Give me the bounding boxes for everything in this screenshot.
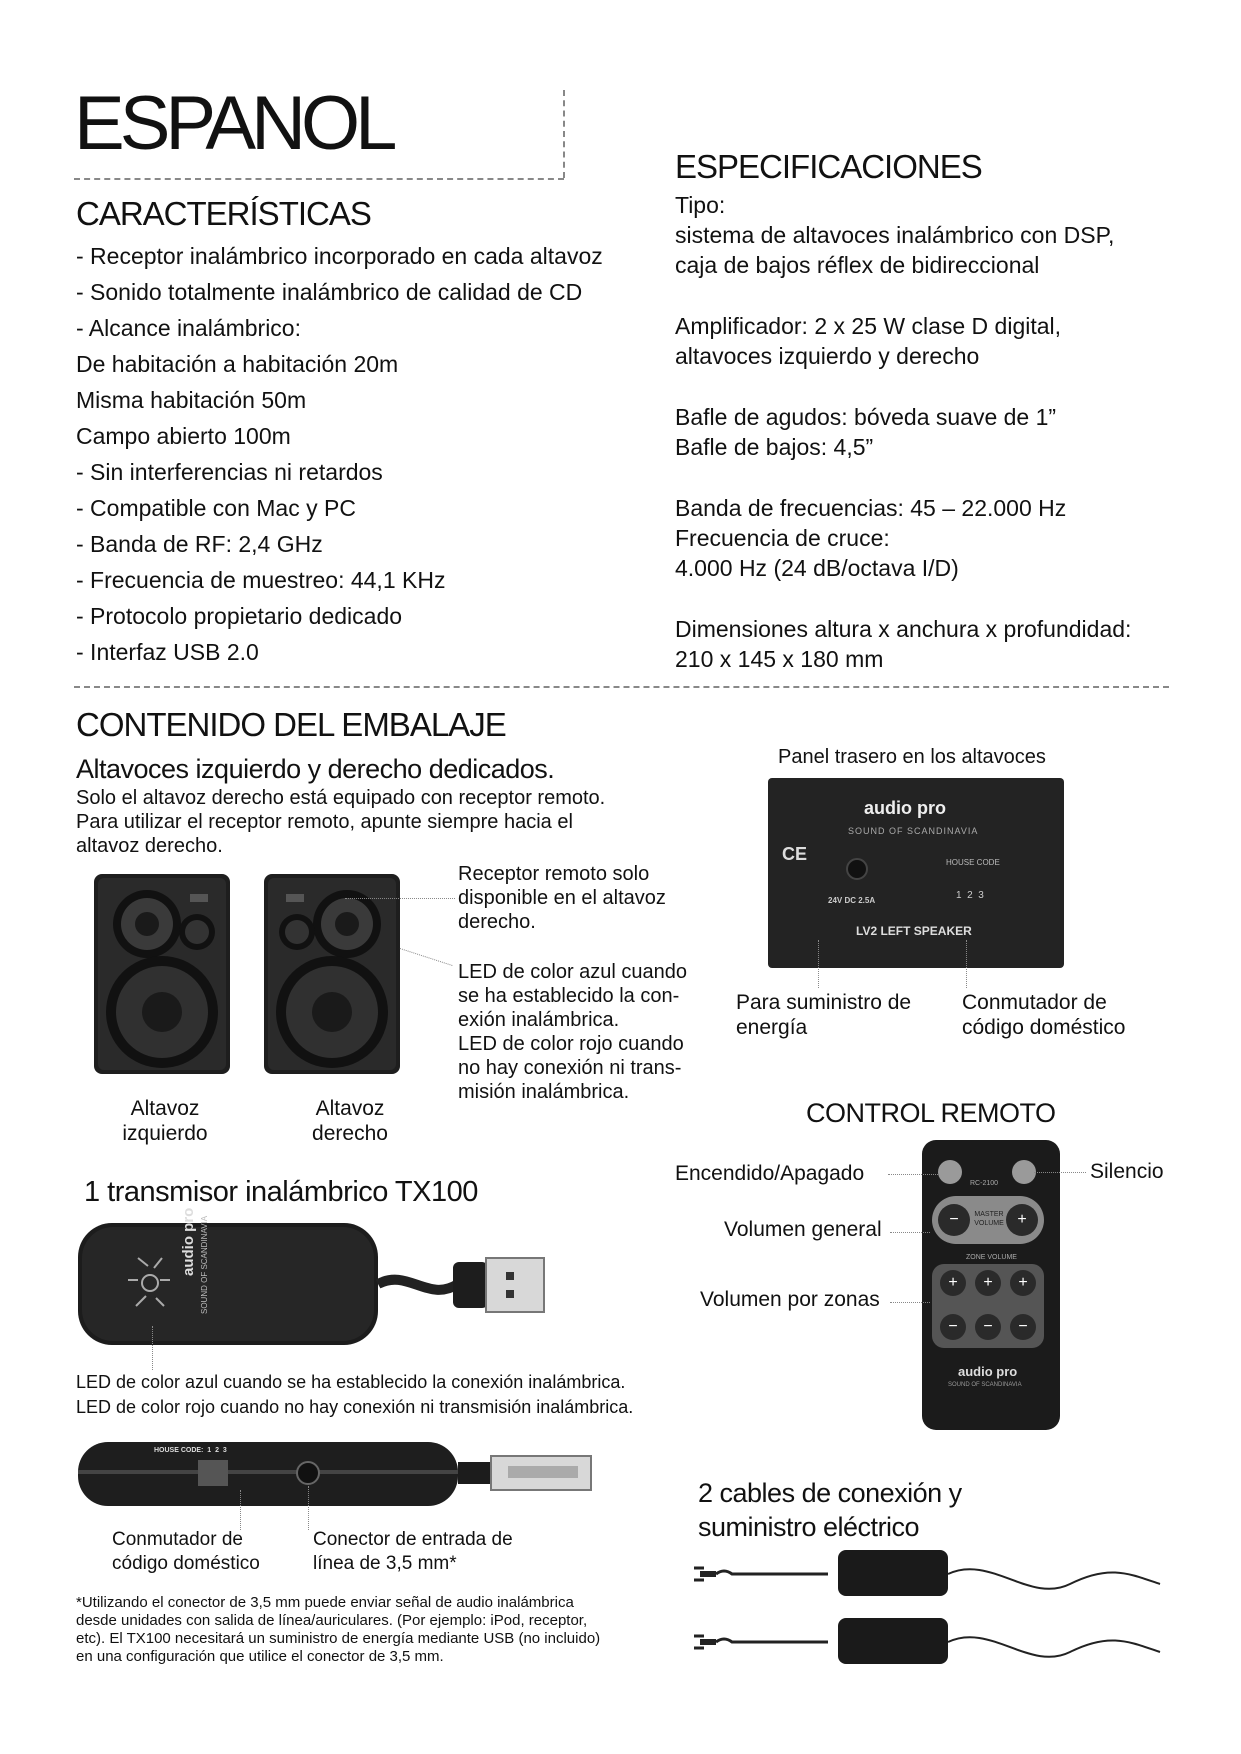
rear-power-spec: 24V DC 2.5A — [828, 896, 876, 905]
note-line: LED de color azul cuando — [458, 961, 688, 983]
master-label-leader — [890, 1232, 930, 1233]
code-switch-leader — [966, 940, 967, 988]
features-list — [76, 238, 603, 670]
spec-line: Tipo: — [675, 192, 726, 218]
zone-plus-icon: + — [975, 1270, 1001, 1296]
note-line: disponible en el altavoz — [458, 887, 666, 909]
left-speaker-label — [120, 1096, 210, 1146]
rear-panel-image — [768, 778, 1064, 968]
note-line: exión inalámbrica. — [458, 1009, 620, 1031]
label-line: derecho — [312, 1122, 388, 1145]
remote-master-text: MASTER VOLUME — [974, 1211, 1004, 1227]
zone-label-leader — [890, 1302, 930, 1303]
note-line: misión inalámbrica. — [458, 1081, 630, 1103]
spec-line: Bafle de bajos: 4,5” — [675, 434, 874, 460]
spec-line: sistema de altavoces inalámbrico con DSP, — [675, 222, 1115, 248]
remote-master-label: Volumen general — [724, 1218, 882, 1241]
rear-panel-title: Panel trasero en los altavoces — [778, 746, 1046, 768]
caption-line: energía — [736, 1016, 808, 1039]
desc-line: altavoz derecho. — [76, 835, 223, 857]
package-heading: CONTENIDO DEL EMBALAJE — [76, 706, 506, 743]
zone-plus-icon: + — [1010, 1270, 1036, 1296]
caption-line: Conmutador de — [962, 991, 1107, 1014]
label-line: código doméstico — [112, 1553, 260, 1574]
spec-line: Dimensiones altura x anchura x profundidad: — [675, 616, 1132, 642]
speakers-title: Altavoces izquierdo y derecho dedicados. — [76, 754, 555, 784]
power-socket-icon — [846, 858, 868, 880]
transmitter-led-note — [76, 1370, 633, 1420]
led-leader — [400, 948, 453, 966]
remote-brand: audio pro — [958, 1364, 1018, 1379]
feature-line: - Compatible con Mac y PC — [76, 495, 356, 521]
note-line: no hay conexión ni trans- — [458, 1057, 682, 1079]
label-line: línea de 3,5 mm* — [313, 1553, 457, 1574]
title-divider-vertical — [563, 90, 565, 178]
master-plus-icon: + — [1006, 1204, 1038, 1236]
remote-image — [922, 1140, 1060, 1430]
feature-line: Campo abierto 100m — [76, 423, 291, 449]
remote-receiver-note — [458, 862, 666, 934]
spec-line: 210 x 145 x 180 mm — [675, 646, 884, 672]
power-leader — [818, 940, 819, 988]
house-code-switch-label — [112, 1528, 260, 1576]
label-line: Conector de entrada de — [313, 1529, 513, 1550]
remote-power-label: Encendido/Apagado — [675, 1162, 865, 1185]
rear-panel-brand: audio pro — [864, 798, 946, 818]
rear-panel-tagline: SOUND OF SCANDINAVIA — [848, 826, 979, 836]
specs-heading: ESPECIFICACIONES — [675, 148, 982, 185]
desc-line: Solo el altavoz derecho está equipado con receptor remoto. — [76, 787, 606, 809]
label-line: Altavoz — [130, 1097, 200, 1120]
power-label-leader — [888, 1174, 938, 1175]
feature-line: - Protocolo propietario dedicado — [76, 603, 403, 629]
label-line: Altavoz — [315, 1097, 385, 1120]
transmitter-tagline: SOUND OF SCANDINAVIA — [200, 1215, 209, 1314]
rear-house-code-numbers: 1 2 3 — [956, 890, 984, 901]
transmitter-image — [78, 1215, 548, 1358]
spec-line: Bafle de agudos: bóveda suave de 1” — [675, 404, 1057, 430]
feature-line: - Banda de RF: 2,4 GHz — [76, 531, 323, 557]
features-heading: CARACTERÍSTICAS — [76, 195, 371, 232]
rear-house-code-label: HOUSE CODE — [946, 858, 1000, 867]
power-cable-image — [690, 1544, 1170, 1614]
zone-minus-icon: − — [1010, 1314, 1036, 1340]
right-speaker-label — [305, 1096, 395, 1146]
switch-leader — [240, 1490, 241, 1530]
zone-minus-icon: − — [975, 1314, 1001, 1340]
remote-master-rocker — [932, 1196, 1044, 1244]
footnote-line: *Utilizando el conector de 3,5 mm puede enviar señal de audio inalámbrica — [76, 1594, 574, 1611]
ce-mark: CE — [782, 844, 808, 864]
remote-tagline: SOUND OF SCANDINAVIA — [948, 1382, 1022, 1388]
feature-line: - Sonido totalmente inalámbrico de calidad de CD — [76, 279, 583, 305]
line-in-leader — [308, 1486, 309, 1530]
remote-receiver-leader — [345, 898, 455, 899]
line-in-label — [313, 1528, 513, 1576]
speakers-description — [76, 786, 605, 858]
feature-line: - Alcance inalámbrico: — [76, 315, 301, 341]
feature-line: Misma habitación 50m — [76, 387, 307, 413]
footnote — [76, 1594, 600, 1666]
label-line: Conmutador de — [112, 1529, 243, 1550]
zone-minus-icon: − — [940, 1314, 966, 1340]
master-minus-icon: − — [938, 1204, 970, 1236]
transmitter-brand: audio pro — [180, 1207, 197, 1276]
feature-line: - Frecuencia de muestreo: 44,1 KHz — [76, 567, 446, 593]
label-line: izquierdo — [122, 1122, 208, 1145]
feature-line: - Interfaz USB 2.0 — [76, 639, 259, 665]
remote-model: RC-2100 — [970, 1180, 999, 1187]
page-title: ESPANOL — [74, 81, 393, 166]
footnote-line: desde unidades con salida de línea/auriculares. (Por ejemplo: iPod, receptor, — [76, 1612, 588, 1629]
remote-zone-pad — [932, 1264, 1044, 1348]
feature-line: - Receptor inalámbrico incorporado en cada altavoz — [76, 243, 603, 269]
rear-power-caption — [736, 990, 911, 1040]
section-divider — [74, 686, 1169, 688]
remote-heading: CONTROL REMOTO — [806, 1098, 1056, 1128]
rear-switch-caption — [962, 990, 1125, 1040]
remote-mute-label: Silencio — [1090, 1160, 1164, 1183]
title-line: suministro eléctrico — [698, 1512, 920, 1542]
speaker-led-note — [458, 960, 687, 1104]
note-line: LED de color azul cuando se ha establecido la conexión inalámbrica. — [76, 1372, 626, 1392]
right-speaker-image — [262, 872, 402, 1077]
spec-line: Frecuencia de cruce: — [675, 525, 890, 551]
spec-line: Amplificador: 2 x 25 W clase D digital, — [675, 313, 1062, 339]
spec-line: caja de bajos réflex de bidireccional — [675, 252, 1040, 278]
remote-mute-button-icon — [1012, 1160, 1036, 1184]
desc-line: Para utilizar el receptor remoto, apunte siempre hacia el — [76, 811, 573, 833]
transmitter-led-leader — [152, 1326, 153, 1370]
feature-line: - Sin interferencias ni retardos — [76, 459, 383, 485]
note-line: LED de color rojo cuando no hay conexión ni transmisión inalámbrica. — [76, 1397, 634, 1417]
note-line: derecho. — [458, 911, 536, 933]
title-divider — [74, 178, 564, 180]
spec-line: Banda de frecuencias: 45 – 22.000 Hz — [675, 495, 1067, 521]
note-line: se ha establecido la con- — [458, 985, 680, 1007]
remote-zone-label: Volumen por zonas — [700, 1288, 880, 1311]
zone-plus-icon: + — [940, 1270, 966, 1296]
footnote-line: en una configuración que utilice el conector de 3,5 mm. — [76, 1648, 444, 1665]
feature-line: De habitación a habitación 20m — [76, 351, 399, 377]
title-line: 2 cables de conexión y — [698, 1478, 962, 1508]
note-line: LED de color rojo cuando — [458, 1033, 684, 1055]
remote-power-button-icon — [938, 1160, 962, 1184]
mute-label-leader — [1034, 1172, 1086, 1173]
spec-line: altavoces izquierdo y derecho — [675, 343, 980, 369]
footnote-line: etc). El TX100 necesitará un suministro de energía mediante USB (no incluido) — [76, 1630, 601, 1647]
cables-title — [698, 1476, 962, 1544]
transmitter-house-code: HOUSE CODE: 1 2 3 — [154, 1447, 227, 1454]
rear-speaker-label: LV2 LEFT SPEAKER — [856, 924, 972, 938]
transmitter-title: 1 transmisor inalámbrico TX100 — [84, 1176, 478, 1208]
specs-list — [675, 190, 1131, 674]
remote-zone-text: ZONE VOLUME — [966, 1254, 1017, 1261]
power-cable-image — [690, 1612, 1170, 1682]
left-speaker-image — [92, 872, 232, 1077]
caption-line: código doméstico — [962, 1016, 1126, 1039]
caption-line: Para suministro de — [736, 991, 912, 1014]
note-line: Receptor remoto solo — [458, 863, 650, 885]
spec-line: 4.000 Hz (24 dB/octava I/D) — [675, 555, 959, 581]
